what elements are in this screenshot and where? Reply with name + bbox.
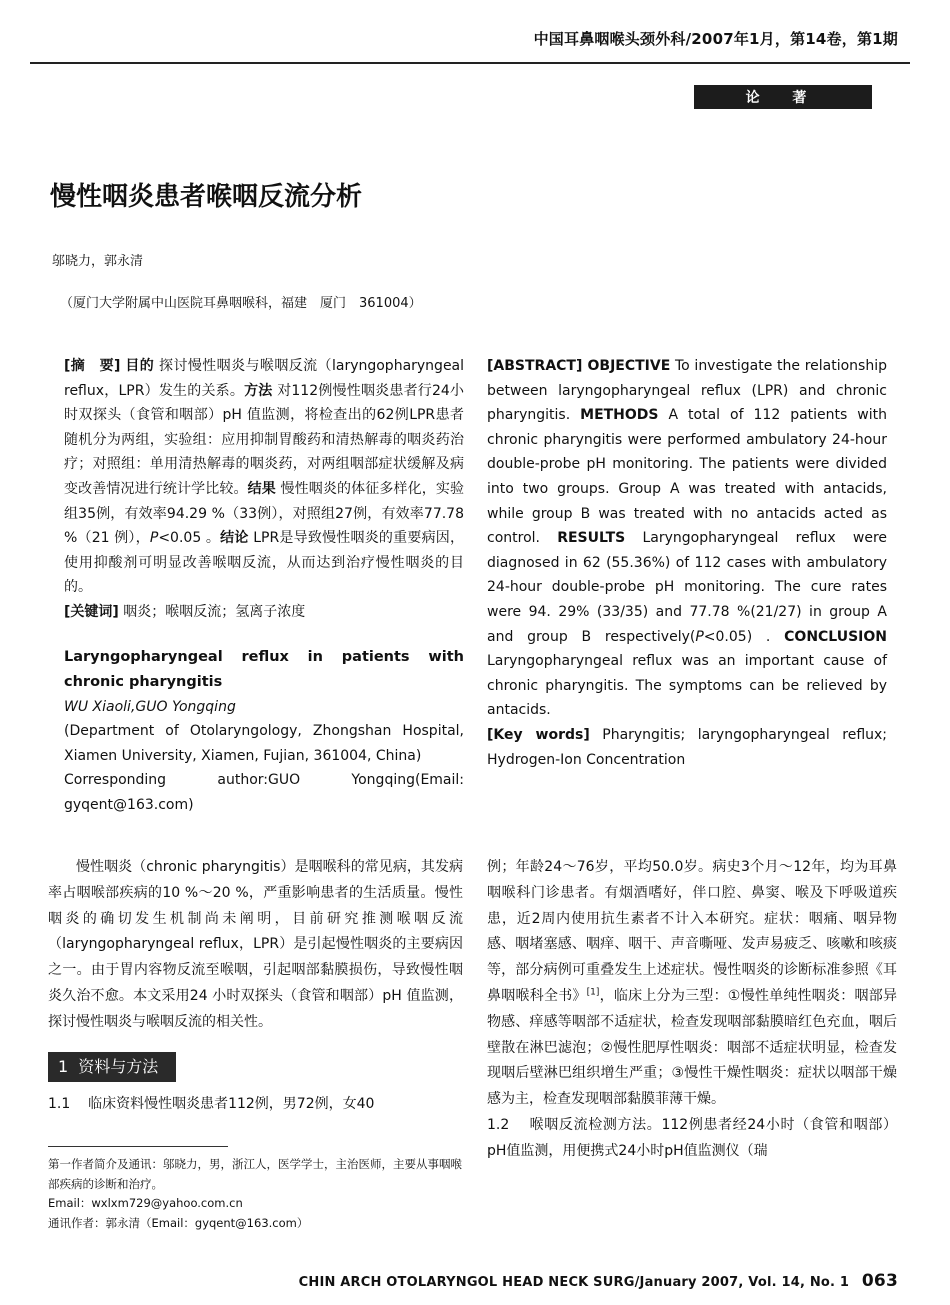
section-tag: 论 著 — [694, 85, 872, 109]
clinical-data-text-cont: ，临床上分为三型：①慢性单纯性咽炎：咽部异物感、痒感等咽部不适症状，检查发现咽部黏膜暗红色充血，咽后壁散在淋巴滤泡；②慢性肥厚性咽炎：咽部不适症状明显，检查发现咽后壁淋巴组织增生严重；③慢性干燥性咽炎：症状以咽部干燥感为主，检查发现咽部黏膜菲薄干燥。 — [487, 987, 897, 1108]
article-affiliation: （厦门大学附属中山医院耳鼻咽喉科，福建 厦门 361004） — [60, 296, 422, 311]
footnote — [48, 1155, 468, 1233]
en-keywords-text: Pharyngitis; laryngopharyngeal reflux; Hydrogen-Ion Concentration — [487, 726, 888, 768]
english-title: Laryngopharyngeal reflux in patients with chronic pharyngitis — [64, 648, 464, 690]
en-keywords-label: [Key words] — [487, 726, 590, 743]
clinical-data-text: 例；年龄24～76岁，平均50.0岁。病史3个月～12年，均为耳鼻咽喉科门诊患者。有烟酒嗜好，伴口腔、鼻窦、喉及下呼吸道疾患，近2周内使用抗生素者不计入本研究。症状：咽痛、咽异物感、咽堵塞感、咽痒、咽干、声音嘶哑、发声易疲乏、咳嗽和咳痰等，部分病例可重叠发生上述症状。慢性咽炎的诊断标准参照《耳鼻咽喉科全书》 — [487, 859, 897, 1004]
citation-1: [1] — [586, 987, 600, 998]
objective-text: 探讨慢性咽炎与喉咽反流（laryngopharyngeal reflux，LPR）发生的关系。 — [64, 358, 465, 399]
en-objective-text: To investigate the relationship between laryngopharyngeal reflux (LPR) and chronic pharyngitis. — [487, 358, 887, 424]
page-number: 063 — [861, 1271, 898, 1291]
english-affiliation: (Department of Otolaryngology, Zhongshan Hospital, Xiamen University, Xiamen, Fujian, 361004, China) — [64, 723, 464, 764]
results-text: 慢性咽炎的体征多样化，实验组35例，有效率94.29 %（33例），对照组27例，有效率77.78 %（21 例）， — [64, 480, 465, 547]
article-authors: 邬晓力，郭永清 — [52, 254, 144, 269]
en-results-label: RESULTS — [557, 530, 626, 547]
objective-label: 目的 — [125, 358, 155, 374]
corresponding-author: Corresponding author:GUO Yongqing(Email: gyqent@163.com) — [64, 772, 464, 813]
subsection-title: 临床资料 — [88, 1095, 145, 1112]
footnote-email: Email：wxlxm729@yahoo.com.cn — [48, 1196, 243, 1210]
article-title: 慢性咽炎患者喉咽反流分析 — [50, 182, 363, 212]
keywords-label: [关键词] — [64, 603, 119, 620]
en-methods-label: METHODS — [580, 407, 659, 424]
p-value-symbol: P — [149, 530, 159, 547]
abstract-right-column — [487, 354, 887, 772]
page-footer — [299, 1271, 898, 1291]
body-left-column — [48, 855, 463, 1117]
subsection-1-2: 1.2 喉咽反流检测方法。112例患者经24小时（食管和咽部）pH值监测，用便携式24小时pH值监测仪（瑞 — [487, 1116, 897, 1159]
footer-journal: CHIN ARCH OTOLARYNGOL HEAD NECK SURG/January 2007, Vol. 14, No. 1 — [298, 1275, 850, 1290]
en-conclusion-label: CONCLUSION — [784, 628, 888, 645]
intro-paragraph: 慢性咽炎（chronic pharyngitis）是咽喉科的常见病，其发病率占咽喉部疾病的10 %～20 %，严重影响患者的生活质量。慢性咽炎的确切发生机制尚未阐明，目前研究推测喉咽反流（laryngopharyngeal reflux，LPR）是引起慢性咽炎的主要病因之一。由于胃内容物反流至喉咽，引起咽部黏膜损伤，导致慢性咽炎久治不愈。本文采用24 小时双探头（食管和咽部）pH 值监测，探讨慢性咽炎与喉咽反流的相关性。 — [48, 859, 463, 1030]
results-label: 结果 — [247, 480, 276, 497]
en-methods-text: A total of 112 patients with chronic pharyngitis were performed ambulatory 24-hour double-probe pH monitoring. The patients were divided into two groups. Group A was treated with antacids, while group B was treated with no antacids acted as control. — [487, 407, 888, 547]
conclusion-text: LPR是导致慢性咽炎的重要病因，使用抑酸剂可明显改善喉咽反流，从而达到治疗慢性咽炎的目的。 — [64, 530, 465, 596]
footnote-author-info: 第一作者简介及通讯：邬晓力，男，浙江人，医学学士，主治医师，主要从事咽喉部疾病的诊断和治疗。 — [48, 1157, 462, 1191]
footnote-rule — [48, 1146, 228, 1147]
subsection-title: 喉咽反流检测方法 — [529, 1116, 647, 1133]
methods-text: 对112例慢性咽炎患者行24小时双探头（食管和咽部）pH 值监测，将检查出的62例LPR患者随机分为两组，实验组：应用抑制胃酸药和清热解毒的咽炎药治疗；对照组：单用清热解毒的咽炎药，对两组咽部症状缓解及病变改善情况进行统计学比较。 — [64, 382, 465, 497]
en-conclusion-text: Laryngopharyngeal reflux was an important cause of chronic pharyngitis. The symptoms can be relieved by antacids. — [487, 653, 887, 719]
keywords-text: 咽炎；喉咽反流；氢离子浓度 — [123, 603, 306, 620]
journal-header: 中国耳鼻咽喉头颈外科/2007年1月，第14卷，第1期 — [533, 30, 898, 48]
section-title: 资料与方法 — [78, 1056, 159, 1076]
methods-label: 方法 — [244, 382, 273, 399]
english-abstract — [487, 354, 887, 723]
results-p-value: <0.05 。 — [158, 530, 221, 547]
section-heading-1 — [48, 1052, 176, 1082]
subsection-number: 1.2 — [487, 1116, 510, 1133]
footnote-corresponding: 通讯作者：郭永清（Email：gyqent@163.com） — [48, 1215, 309, 1230]
body-right-column — [487, 855, 897, 1165]
abstract-left-column — [64, 354, 464, 818]
clinical-data-paragraph — [487, 855, 897, 1113]
english-authors: WU Xiaoli,GUO Yongqing — [64, 698, 236, 715]
abstract-label: [摘 要] — [64, 358, 121, 374]
en-results-p-value: <0.05) . — [703, 628, 771, 645]
header-rule — [30, 62, 910, 64]
subsection-text: 慢性咽炎患者112例，男72例，女40 — [144, 1095, 375, 1112]
en-p-value-symbol: P — [695, 628, 704, 645]
en-abstract-label: [ABSTRACT] OBJECTIVE — [487, 358, 671, 374]
chinese-keywords — [64, 600, 464, 625]
subsection-number: 1.1 — [48, 1095, 71, 1112]
chinese-abstract — [64, 354, 464, 600]
en-results-text: Laryngopharyngeal reflux were diagnosed in 62 (55.36%) of 112 cases with ambulatory 24-hour double-probe pH monitoring. The cure rates were 94. 29% (33/35) and 77.78 %(21/27) in group A and group B respectively( — [487, 530, 888, 645]
conclusion-label: 结论 — [220, 530, 249, 547]
subsection-text: 112例患者经24小时（食管和咽部）pH值监测，用便携式24小时pH值监测仪（瑞 — [487, 1116, 897, 1159]
section-number: 1 — [58, 1056, 69, 1076]
subsection-1-1 — [48, 1092, 463, 1118]
english-keywords — [487, 723, 887, 772]
